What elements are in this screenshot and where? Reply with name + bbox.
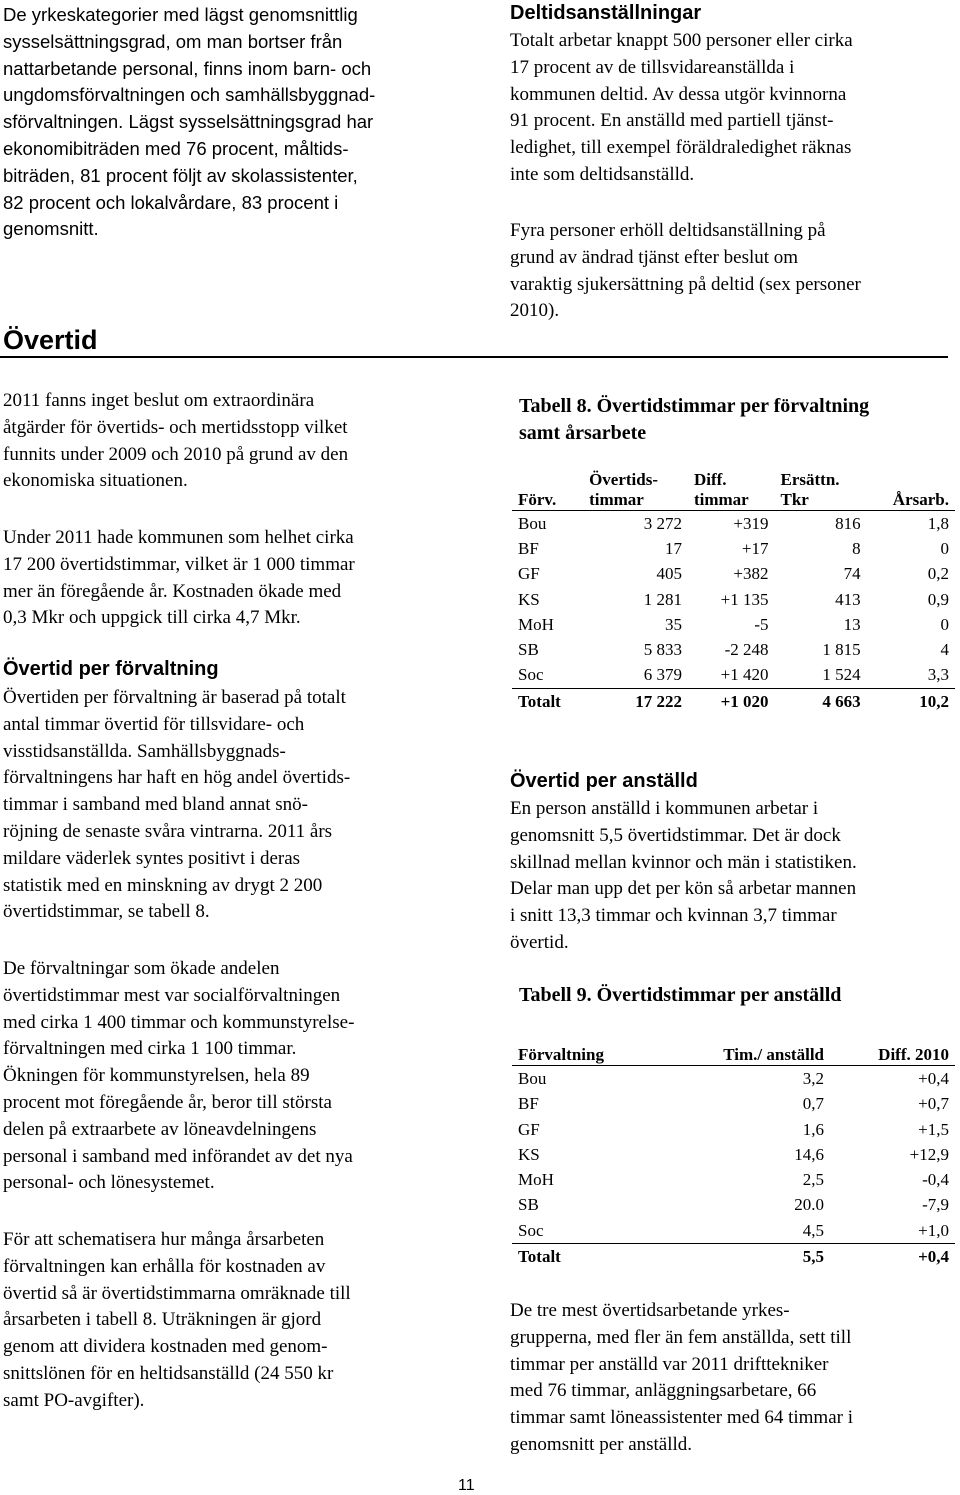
page-number: 11 xyxy=(458,1477,475,1494)
table-cell: 3 272 xyxy=(643,513,682,533)
table9-total-row xyxy=(512,1244,955,1270)
table-row xyxy=(512,637,955,662)
table-row xyxy=(512,1167,955,1192)
table-cell: -5 xyxy=(754,614,769,634)
table9-header-cell: Tim./ anställd xyxy=(660,1040,830,1066)
table-cell: 0 xyxy=(940,614,949,634)
per-anstalld-paragraph: En person anställd i kommunen arbetar i genomsnitt 5,5 övertidstimmar. Det är dock skillnad mellan kvinnor och män i statistiken. Delar man upp det per kön så arbetar mannen i snitt 13,3 timmar och kvinnan 3,7 timmar övertid. xyxy=(510,798,857,953)
table-cell: +319 xyxy=(733,513,769,533)
table-cell: KS xyxy=(518,589,540,609)
table-row xyxy=(512,1218,955,1244)
table-row xyxy=(512,1142,955,1167)
table-cell: 3,2 xyxy=(802,1068,824,1088)
table-cell: -7,9 xyxy=(922,1195,949,1215)
table-cell: 2,5 xyxy=(802,1170,824,1190)
table-cell: BF xyxy=(518,1094,539,1114)
table-cell: 5,5 xyxy=(660,1244,830,1270)
closing-paragraph: De tre mest övertidsarbetande yrkes- grupperna, med fler än fem anställda, sett till timmar per anställd var 2011 drifttekniker med 76 timmar, anläggningsarbetare, 66 timmar samt löneassistenter med 64 timmar i genomsnitt per anställd. xyxy=(510,1300,853,1455)
table8-header-row xyxy=(512,470,955,511)
deltid-heading: Deltidsanställningar xyxy=(510,2,702,24)
table-cell: 5 833 xyxy=(643,640,682,660)
table-cell: 3,3 xyxy=(927,665,949,685)
table8-header-cell: Förv. xyxy=(512,470,583,511)
table-cell: Soc xyxy=(518,665,544,685)
table-cell: +1 020 xyxy=(688,689,775,715)
table-cell: SB xyxy=(518,1195,539,1215)
table-cell: +1,5 xyxy=(918,1119,949,1139)
table-cell: Bou xyxy=(518,1068,547,1088)
table-cell: 816 xyxy=(835,513,861,533)
table-row xyxy=(512,536,955,561)
table-cell: 1,8 xyxy=(927,513,949,533)
table-row xyxy=(512,663,955,689)
table9-title: Tabell 9. Övertidstimmar per anställd xyxy=(519,984,842,1006)
table-row xyxy=(512,562,955,587)
table-cell: +12,9 xyxy=(909,1144,949,1164)
table-cell: -0,4 xyxy=(922,1170,949,1190)
table-row xyxy=(512,511,955,537)
table9-header-cell: Diff. 2010 xyxy=(830,1040,955,1066)
table-cell: 0,7 xyxy=(802,1094,824,1114)
table-cell: SB xyxy=(518,640,539,660)
table-cell: 8 xyxy=(852,538,861,558)
table-cell: 405 xyxy=(656,564,682,584)
table-cell: 413 xyxy=(835,589,861,609)
per-forvaltning-paragraph-3: För att schematisera hur många årsarbeten förvaltningen kan erhålla för kostnaden av övertid så är övertidstimmarna omräknade till årsarbeten i tabell 8. Uträkningen är gjord genom att dividera kostnaden med genom- snittslönen för en heltidsanställd (24 550 kr samt PO-avgifter). xyxy=(3,1229,351,1411)
table8-title: Tabell 8. Övertidstimmar per förvaltning samt årsarbete xyxy=(519,395,870,444)
table-row xyxy=(512,1117,955,1142)
table-row xyxy=(512,612,955,637)
table-cell: 4 xyxy=(940,640,949,660)
per-forvaltning-paragraph-1: Övertiden per förvaltning är baserad på totalt antal timmar övertid för tillsvidare- och visstidsanställda. Samhällsbyggnads- förvaltningens har haft en hög andel övertids- timmar i samband med bland annat snö- röjning de senaste svåra vintrarna. 2011 års mildare väderlek syntes positivt i deras statistik med en minskning av drygt 2 200 övertidstimmar, se tabell 8. xyxy=(3,687,351,923)
table8 xyxy=(512,470,955,714)
table8-header-cell: Diff. timmar xyxy=(688,470,775,511)
table-cell: +0,7 xyxy=(918,1094,949,1114)
table-cell: +1 420 xyxy=(720,665,769,685)
table-cell: +17 xyxy=(741,538,769,558)
table-row xyxy=(512,1092,955,1117)
table-cell: 13 xyxy=(843,614,861,634)
deltid-paragraph-1: Totalt arbetar knappt 500 personer eller cirka 17 procent av de tillsvidareanställda i kommunen deltid. Av dessa utgör kvinnorna 91 procent. En anställd med partiell tjänst- ledighet, till exempel föräldraledighet räknas inte som deltidsanställd. xyxy=(510,30,853,185)
table-cell: MoH xyxy=(518,1170,554,1190)
table-row xyxy=(512,1066,955,1092)
per-forvaltning-paragraph-2: De förvaltningar som ökade andelen övertidstimmar mest var socialförvaltningen med cirka 1 400 timmar och kommunstyrelse- förvaltningen med cirka 1 100 timmar. Ökningen för kommunstyrelsen, hela 89 procent mot föregående år, beror till största delen på extraarbete av löneavdelningens personal i samband med införandet av det nya personal- och lönesystemet. xyxy=(3,958,355,1194)
section-divider xyxy=(0,356,948,358)
table-cell: +1 135 xyxy=(720,589,769,609)
table-cell: 0,2 xyxy=(927,564,949,584)
table-cell: KS xyxy=(518,1144,540,1164)
table-cell: +0,4 xyxy=(830,1244,955,1270)
table-cell: Soc xyxy=(518,1220,544,1240)
table-cell: Totalt xyxy=(512,689,583,715)
table-cell: Bou xyxy=(518,513,547,533)
table-cell: 1 281 xyxy=(643,589,682,609)
table-cell: BF xyxy=(518,538,539,558)
overtid-paragraph-1: 2011 fanns inget beslut om extraordinära åtgärder för övertids- och mertidsstopp vilket funnits under 2009 och 2010 på grund av den ekonomiska situationen. xyxy=(3,390,349,492)
table-cell: 0 xyxy=(940,538,949,558)
overtid-paragraph-2: Under 2011 hade kommunen som helhet cirka 17 200 övertidstimmar, vilket är 1 000 timmar mer än föregående år. Kostnaden ökade med 0,3 Mkr och uppgick till cirka 4,7 Mkr. xyxy=(3,527,355,629)
table-cell: 20.0 xyxy=(794,1195,824,1215)
table-cell: 1 815 xyxy=(822,640,861,660)
table-cell: 1 524 xyxy=(822,665,861,685)
table-cell: +382 xyxy=(733,564,769,584)
table8-header-cell: Årsarb. xyxy=(867,470,955,511)
table-row xyxy=(512,1193,955,1218)
table-cell: GF xyxy=(518,564,540,584)
table-cell: 17 xyxy=(664,538,682,558)
per-forvaltning-heading: Övertid per förvaltning xyxy=(3,658,219,680)
intro-paragraph: De yrkeskategorier med lägst genomsnittlig sysselsättningsgrad, om man bortser från nattarbetande personal, finns inom barn- och ungdomsförvaltningen och samhällsbyggnad- sförvaltningen. Lägst sysselsättningsgrad har ekonomibiträden med 76 procent, måltids- biträden, 81 procent följt av skolassistenter, 82 procent och lokalvårdare, 83 procent i genomsnitt. xyxy=(3,4,376,240)
table-cell: 35 xyxy=(664,614,682,634)
table-cell: Totalt xyxy=(512,1244,660,1270)
table8-header-cell: Övertids- timmar xyxy=(583,470,688,511)
table-cell: GF xyxy=(518,1119,540,1139)
table9 xyxy=(512,1040,955,1270)
table-cell: 6 379 xyxy=(643,665,682,685)
table-cell: 17 222 xyxy=(583,689,688,715)
table-cell: 74 xyxy=(843,564,861,584)
table-cell: 1,6 xyxy=(802,1119,824,1139)
table8-total-row xyxy=(512,689,955,715)
table-cell: 4 663 xyxy=(775,689,867,715)
deltid-paragraph-2: Fyra personer erhöll deltidsanställning på grund av ändrad tjänst efter beslut om varaktig sjukersättning på deltid (sex personer 2010). xyxy=(510,220,861,322)
table-cell: -2 248 xyxy=(724,640,769,660)
per-anstalld-heading: Övertid per anställd xyxy=(510,770,698,792)
table-cell: 10,2 xyxy=(867,689,955,715)
table-cell: 14,6 xyxy=(794,1144,824,1164)
table-cell: MoH xyxy=(518,614,554,634)
table8-header-cell: Ersättn. Tkr xyxy=(775,470,867,511)
table-row xyxy=(512,587,955,612)
table9-header-cell: Förvaltning xyxy=(512,1040,660,1066)
table-cell: +1,0 xyxy=(918,1220,949,1240)
table-cell: 4,5 xyxy=(802,1220,824,1240)
table-cell: 0,9 xyxy=(927,589,949,609)
overtid-heading: Övertid xyxy=(3,325,98,355)
table-cell: +0,4 xyxy=(918,1068,949,1088)
table9-header-row xyxy=(512,1040,955,1066)
